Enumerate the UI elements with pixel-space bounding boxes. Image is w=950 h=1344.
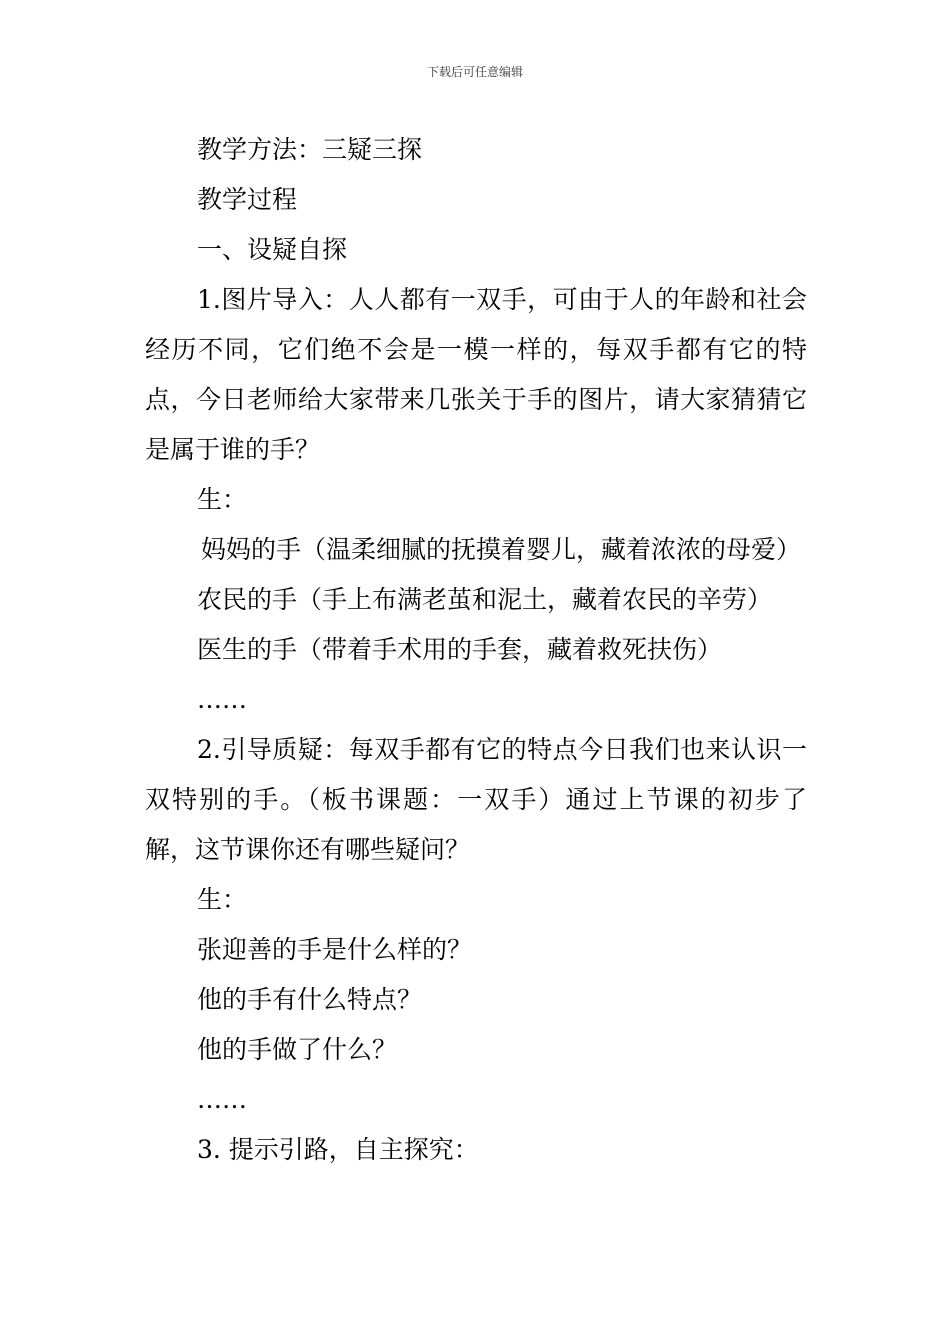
question-3: 他的手做了什么？ bbox=[197, 1035, 398, 1064]
document-body bbox=[145, 125, 807, 1175]
teaching-process-heading: 教学过程 bbox=[197, 185, 298, 214]
section-heading-1: 一、设疑自探 bbox=[197, 235, 348, 264]
page-header-note: 下载后可任意编辑 bbox=[426, 65, 523, 79]
answer-farmer-hand: 农民的手（手上布满老茧和泥土，藏着农民的辛劳） bbox=[197, 585, 773, 614]
step-1-paragraph: 1.图片导入：人人都有一双手，可由于人的年龄和社会经历不同，它们绝不会是一模一样的，每双手都有它的特点，今日老师给大家带来几张关于手的图片，请大家猜猜它是属于谁的手？ bbox=[145, 285, 807, 464]
step-2-paragraph: 2.引导质疑：每双手都有它的特点今日我们也来认识一双特别的手。（板书课题：一双手）通过上节课的初步了解，这节课你还有哪些疑问？ bbox=[145, 735, 807, 864]
student-label-1: 生： bbox=[197, 485, 248, 514]
step-3-heading: 3. 提示引路，自主探究： bbox=[197, 1135, 479, 1164]
answer-mother-hand: 妈妈的手（温柔细腻的抚摸着婴儿，藏着浓浓的母爱） bbox=[201, 535, 802, 564]
question-2: 他的手有什么特点？ bbox=[197, 985, 423, 1014]
teaching-method-line: 教学方法：三疑三探 bbox=[197, 135, 423, 164]
student-label-2: 生： bbox=[197, 885, 248, 914]
ellipsis-2: …… bbox=[197, 1085, 247, 1114]
ellipsis-1: …… bbox=[197, 685, 247, 714]
answer-doctor-hand: 医生的手（带着手术用的手套，藏着救死扶伤） bbox=[197, 635, 723, 664]
question-1: 张迎善的手是什么样的？ bbox=[197, 935, 473, 964]
